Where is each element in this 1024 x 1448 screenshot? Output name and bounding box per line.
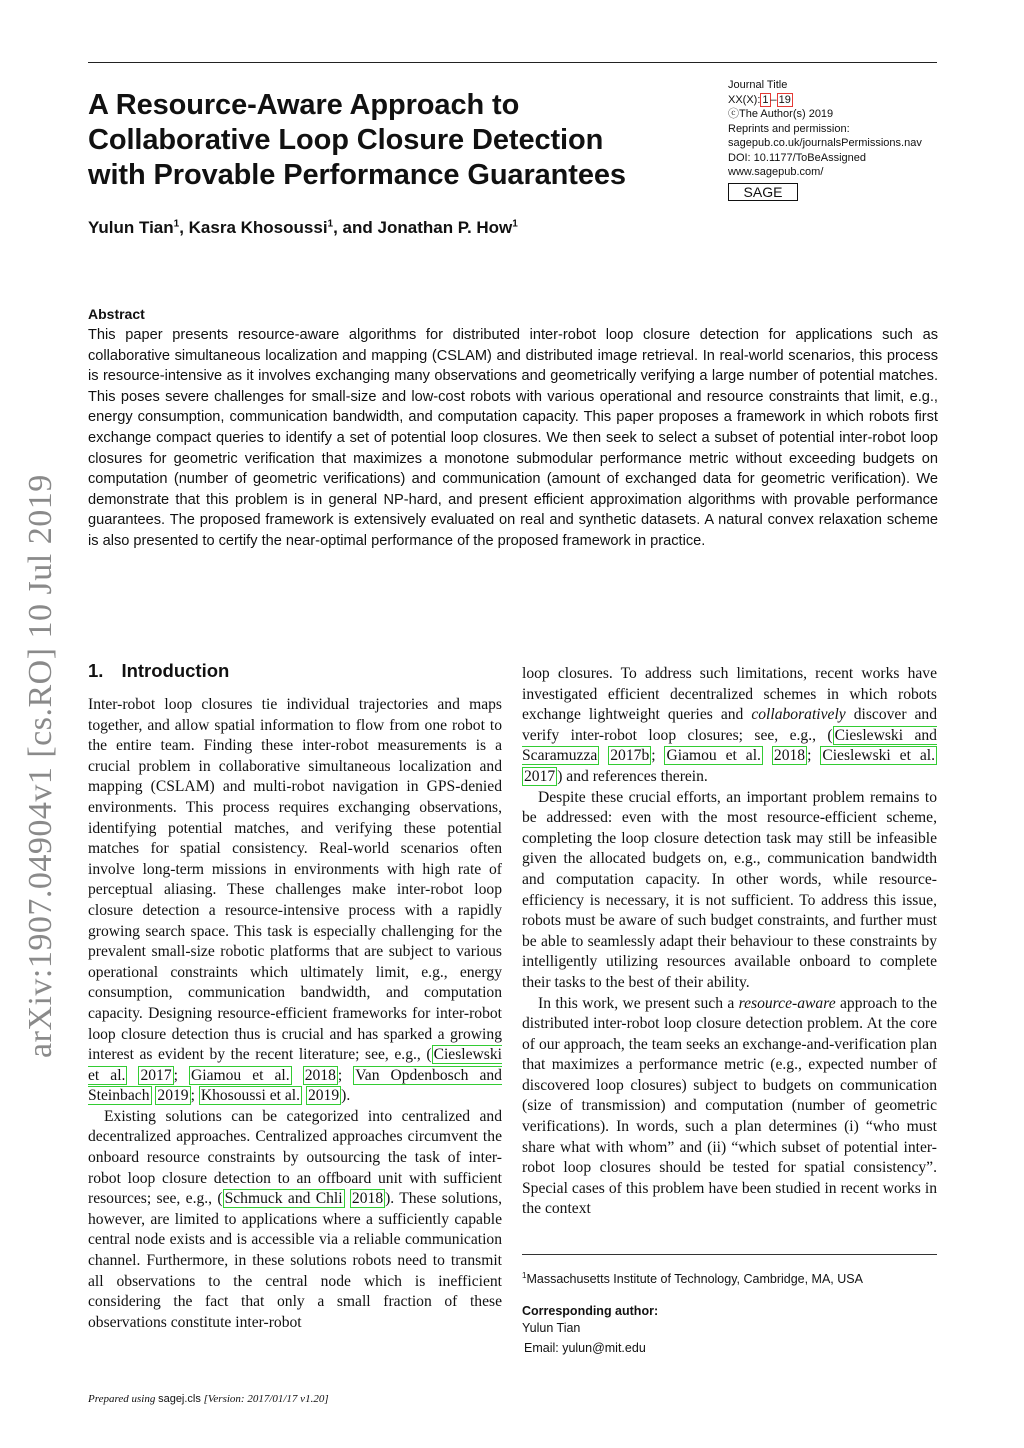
footer-prepared-using: Prepared using sagej.cls [Version: 2017/01/17 v1.20] <box>88 1393 329 1405</box>
author-name: Kasra Khosoussi <box>188 218 328 237</box>
section-title: Introduction <box>121 660 230 681</box>
citation-link[interactable]: Van Opdenbosch and Steinbach <box>88 1066 502 1105</box>
section-number: 1. <box>88 660 104 681</box>
text-run: ). <box>341 1087 351 1105</box>
website: www.sagepub.com/ <box>728 166 824 178</box>
paragraph <box>522 664 937 788</box>
header-rule <box>88 62 937 63</box>
corresponding-author-email: Email: yulun@mit.edu <box>524 1341 646 1355</box>
citation-link[interactable]: Giamou et al. <box>666 747 761 765</box>
text-run: In this work, we present such a <box>538 994 739 1012</box>
citation-link[interactable]: Khosoussi et al. <box>200 1087 301 1105</box>
title-line: Collaborative Loop Closure Detection <box>88 124 604 156</box>
abstract-heading: Abstract <box>88 306 145 322</box>
citation-link[interactable]: Schmuck and Chli <box>224 1190 343 1208</box>
text-run: ; <box>807 747 821 765</box>
citation-link[interactable]: 2018 <box>773 747 806 765</box>
doi: DOI: 10.1177/ToBeAssigned <box>728 151 866 164</box>
left-column <box>88 695 502 1333</box>
citation-link[interactable]: 2017b <box>610 747 650 765</box>
footnote-rule <box>522 1254 937 1255</box>
journal-title: Journal Title <box>728 79 788 91</box>
text-run: ; <box>651 747 665 765</box>
author-affiliation-mark: 1 <box>327 218 334 230</box>
citation-link[interactable]: Giamou et al. <box>190 1066 290 1084</box>
affiliation-footnote: $^1$Massachusetts Institute of Technology, Cambridge, MA, USA <box>522 1271 863 1287</box>
citation-link[interactable]: 2019 <box>157 1087 189 1105</box>
text-run: Inter-robot loop closures tie individual trajectories and maps together, and allow spatial information to flow from one robot to the entire team. Finding these inter-robot measurements is a crucial problem in collaborative simultaneous localization and mapping (CSLAM) and multi-robot navigation in GPS-denied environments. This process requires exchanging observations, identifying potential matches, and verifying these potential matches for spatial consistency. Real-world scenarios often involve long-term missions in environments with high rate of perceptual aliasing. These challenges make inter-robot loop closure detection a resource-intensive process with a rapidly growing search space. This task is especially challenging for the prevalent small-size robotic platforms that are subject to various operational constraints which ultimately limit, e.g., energy consumption, communication bandwidth, and computation capacity. Designing resource-efficient frameworks for inter-robot loop closure detection thus is crucial and has sparked a growing interest as evident by the recent literature; see, e.g., ( <box>88 696 502 1064</box>
paragraph <box>88 695 502 1107</box>
text-run: ; <box>337 1066 354 1084</box>
text-run: ). These solutions, however, are limited to applications where a sufficiently capable central node exists and is accessible via a reliable communication channel. Furthermore, in these solutions robots need to transmit all observations to the central node which is inefficient considering the fact that only a small fraction of these observations constitute inter-robot <box>88 1190 502 1331</box>
page-first-link[interactable]: 1 <box>762 93 769 106</box>
paragraph <box>88 1107 502 1334</box>
journal-info <box>728 78 948 201</box>
paragraph <box>522 994 937 1221</box>
text-run <box>763 747 772 764</box>
abstract-body: This paper presents resource-aware algorithms for distributed inter-robot loop closure detection for applications such as collaborative simultaneous localization and mapping (CSLAM) and distributed image retrieval. In real-world scenarios, this process is resource-intensive as it involves exchanging many observations and geometrically verifying a large number of potential matches. This poses severe challenges for small-size and low-cost robots with various operational and resource constraints that limit, e.g., energy consumption, communication bandwidth, and computation capacity. This paper proposes a framework in which robots first exchange compact queries to identify a set of potential loop closures. We then seek to select a subset of potential inter-robot loop closures for geometric verification that maximizes a monotone submodular performance metric without exceeding budgets on computation (number of geometric verifications) and communication (amount of exchanged data for geometric verification). We demonstrate that this problem is in general NP-hard, and present efficient approximation algorithms with provable performance guarantees. The proposed framework is extensively evaluated on real and synthetic datasets. A natural convex relaxation scheme is also presented to certify the near-optimal performance of the proposed framework in practice. <box>88 327 938 549</box>
text-run: ) and references therein. <box>557 767 708 785</box>
citation-link[interactable]: Cieslewski and Scaramuzza <box>522 726 937 765</box>
text-run: discover and verify inter-robot loop closures; see, e.g., ( <box>522 706 938 744</box>
page-last-link[interactable]: 19 <box>778 93 791 106</box>
citation-link[interactable]: 2018 <box>304 1066 336 1084</box>
right-column <box>522 664 937 1220</box>
citation-link[interactable]: 2017 <box>524 767 556 785</box>
author-name: Jonathan P. How <box>377 218 513 237</box>
citation-link[interactable]: Cieslewski et al. <box>822 747 935 765</box>
copyright: ⓒThe Author(s) 2019 <box>728 108 834 120</box>
paragraph <box>522 788 937 994</box>
emphasis: resource-aware <box>738 994 836 1012</box>
citation-link[interactable]: 2017 <box>140 1066 172 1084</box>
text-run <box>292 1067 303 1084</box>
citation-link[interactable]: Cieslewski et al. <box>88 1046 502 1084</box>
text-run: Despite these crucial efforts, an important problem remains to be addressed: even with the most resource-efficient scheme, completing the loop closure detection task may still be infeasible given the allocated budgets on, e.g., communication bandwidth and computation capacity. In other words, while resource-efficiency is necessary, it is not sufficient. To address this issue, robots must be aware of such budget constraints, and further must be able to seamlessly adapt their behaviour to these constraints by intelligently utilizing resources available onboard to complete their tasks to the best of their ability. <box>522 788 937 991</box>
sage-logo: SAGE <box>728 183 798 201</box>
journal-volume: XX(X): 1 – 19 <box>728 93 791 106</box>
reprints-url: sagepub.co.uk/journalsPermissions.nav <box>728 137 922 149</box>
text-run: Existing solutions can be categorized into centralized and decentralized approaches. Centralized approaches circumvent the onboard resource constraints by outsourcing the task of inter-robot loop closure detection to an offboard unit with sufficient resources; see, e.g., ( <box>88 1107 502 1208</box>
text-run: ; <box>190 1087 199 1105</box>
citation-link[interactable]: 2018 <box>351 1190 384 1208</box>
corresponding-author-heading: Corresponding author: <box>522 1304 659 1318</box>
arxiv-identifier: arXiv:1907.04904v1 [cs.RO] 10 Jul 2019 <box>22 474 59 1058</box>
text-run <box>599 747 608 764</box>
paper-title <box>88 88 698 193</box>
title-line: with Provable Performance Guarantees <box>88 159 626 191</box>
title-line: A Resource-Aware Approach to <box>88 89 520 121</box>
author-name: Yulun Tian <box>88 218 174 237</box>
abstract <box>88 306 938 552</box>
author-affiliation-mark: 1 <box>512 218 518 230</box>
reprints-label: Reprints and permission: <box>728 122 850 135</box>
text-run: loop closures. To address such limitations, recent works have investigated efficient decentralized schemes in which robots exchange lightweight queries and <box>522 665 937 724</box>
corresponding-author-name: Yulun Tian <box>522 1321 581 1335</box>
author-list: Yulun Tian$^1$, Kasra Khosoussi$^1$, and Jonathan P. How$^1$ <box>88 218 518 237</box>
author-affiliation-mark: 1 <box>173 218 180 230</box>
section-heading <box>88 660 229 682</box>
text-run: ; <box>173 1066 189 1084</box>
text-run <box>127 1067 138 1084</box>
emphasis: collaboratively <box>751 706 846 724</box>
text-run: approach to the distributed inter-robot loop closure detection problem. At the core of our approach, the team seeks an exchange-and-verification plan that maximizes a performance metric (e.g., expected number of discovered loop closures) subject to budgets on communication (size of transmission) and computation (number of geometric verifications). In words, such a plan determines (i) “who must share what with whom” and (ii) “which subset of potential inter-robot loop closures should be tested for spatial consistency”. Special cases of this problem have been studied in recent works in the context <box>522 994 937 1218</box>
citation-link[interactable]: 2019 <box>307 1087 340 1105</box>
